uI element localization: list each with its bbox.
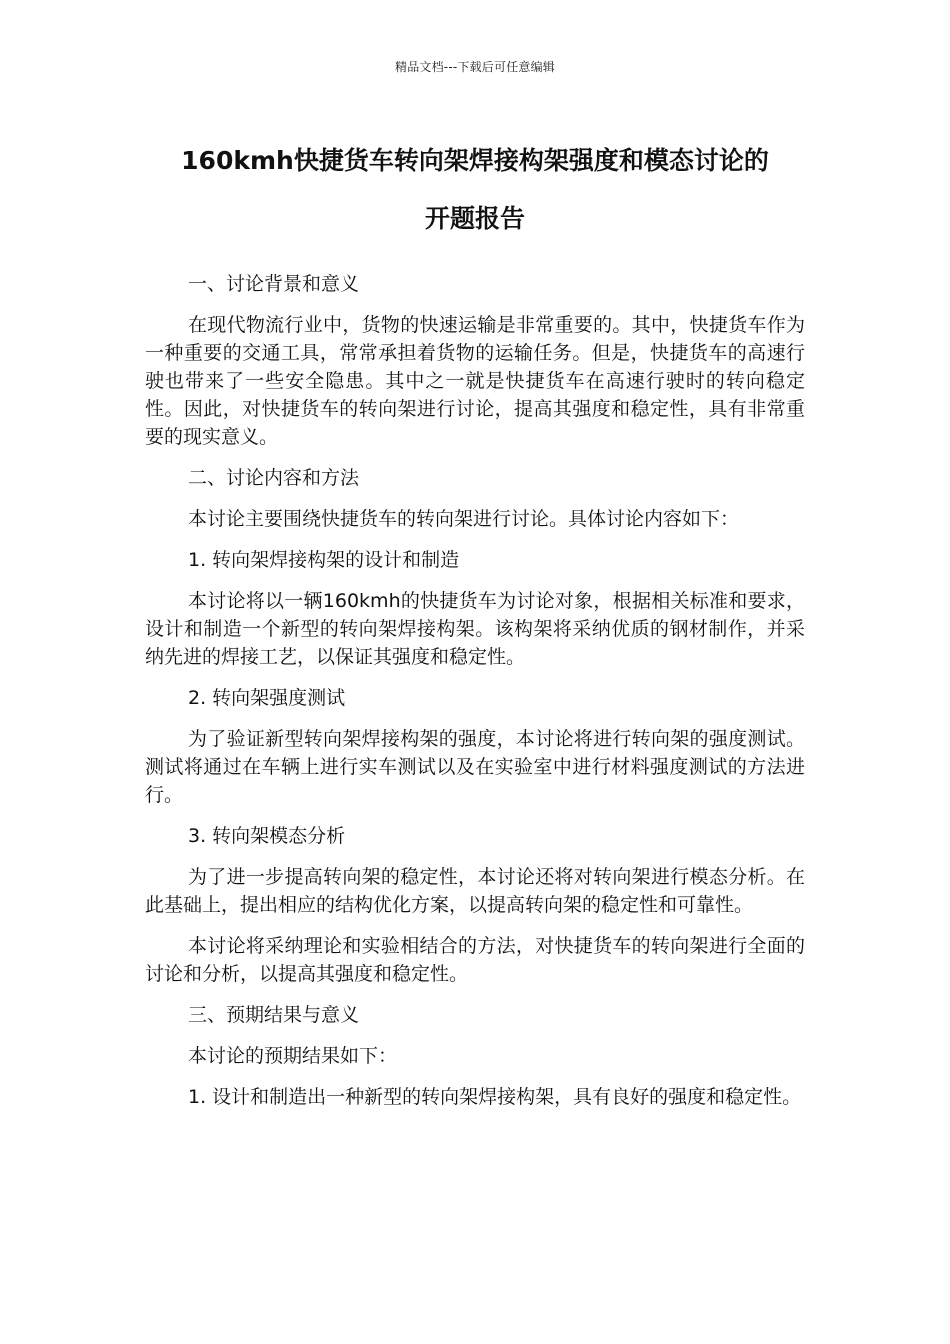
section-heading-expected-results: 三、预期结果与意义 xyxy=(188,1004,360,1026)
paragraph-method-summary: 本讨论将采纳理论和实验相结合的方法，对快捷货车的转向架进行全面的讨论和分析，以提高其强度和稳定性。 xyxy=(145,935,805,985)
document-title-line-2: 开题报告 xyxy=(424,204,525,233)
paragraph-modal-analysis: 为了进一步提高转向架的稳定性，本讨论还将对转向架进行模态分析。在此基础上，提出相应的结构优化方案，以提高转向架的稳定性和可靠性。 xyxy=(145,866,805,916)
document-title xyxy=(120,132,830,248)
paragraph-result-1: 1. 设计和制造出一种新型的转向架焊接构架，具有良好的强度和稳定性。 xyxy=(188,1086,802,1108)
subheading-modal-analysis: 3. 转向架模态分析 xyxy=(188,825,346,847)
paragraph-background: 在现代物流行业中，货物的快速运输是非常重要的。其中，快捷货车作为一种重要的交通工具，常常承担着货物的运输任务。但是，快捷货车的高速行驶也带来了一些安全隐患。其中之一就是快捷货车在高速行驶时的转向稳定性。因此，对快捷货车的转向架进行讨论，提高其强度和稳定性，具有非常重要的现实意义。 xyxy=(145,314,805,448)
page-header: 精品文档---下载后可任意编辑 xyxy=(395,60,555,74)
paragraph-content-intro: 本讨论主要围绕快捷货车的转向架进行讨论。具体讨论内容如下： xyxy=(188,508,740,530)
paragraph-results-intro: 本讨论的预期结果如下： xyxy=(188,1045,398,1067)
document-body xyxy=(145,270,805,1124)
document-title-line-1: 160kmh快捷货车转向架焊接构架强度和模态讨论的 xyxy=(181,146,769,175)
paragraph-strength-test: 为了验证新型转向架焊接构架的强度，本讨论将进行转向架的强度测试。测试将通过在车辆上进行实车测试以及在实验室中进行材料强度测试的方法进行。 xyxy=(145,728,805,806)
section-heading-background: 一、讨论背景和意义 xyxy=(188,273,360,295)
subheading-frame-design: 1. 转向架焊接构架的设计和制造 xyxy=(188,549,460,571)
paragraph-frame-design: 本讨论将以一辆160kmh的快捷货车为讨论对象，根据相关标准和要求，设计和制造一个新型的转向架焊接构架。该构架将采纳优质的钢材制作，并采纳先进的焊接工艺，以保证其强度和稳定性。 xyxy=(145,590,805,668)
section-heading-content-methods: 二、讨论内容和方法 xyxy=(188,467,360,489)
subheading-strength-test: 2. 转向架强度测试 xyxy=(188,687,346,709)
